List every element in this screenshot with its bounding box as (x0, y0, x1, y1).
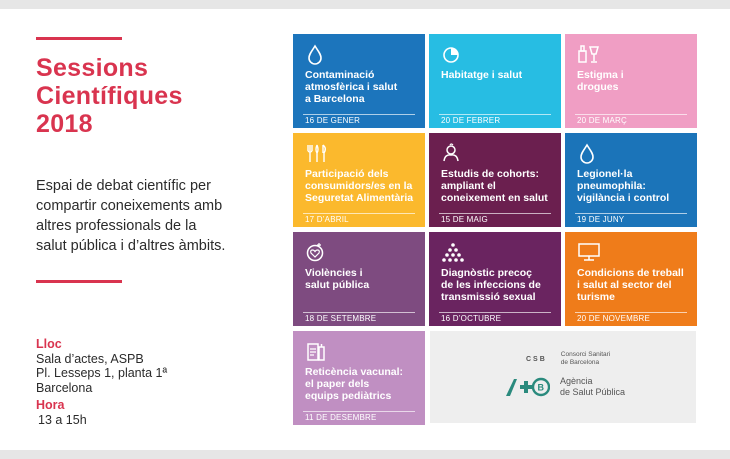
session-title-line: Violències i (305, 267, 363, 279)
session-title (305, 267, 421, 291)
aspb-name-line: Agència (560, 376, 593, 386)
title-line: 2018 (36, 110, 93, 138)
csb-name (561, 351, 611, 367)
time-value: 13 a 15h (38, 412, 87, 427)
logos-panel (430, 331, 696, 423)
baby-icon (441, 142, 461, 164)
session-date: 15 DE MAIG (441, 215, 488, 224)
session-tile-2[interactable] (429, 34, 561, 128)
pie-chart-icon (441, 43, 461, 65)
aspb-name (560, 376, 625, 398)
session-title-line: Seguretat Alimentària (305, 192, 414, 204)
description-line: compartir coneixements amb (36, 198, 223, 214)
session-title-line: salut pública (305, 279, 370, 291)
people-pyramid-icon (441, 241, 465, 263)
csb-logo[interactable] (526, 351, 610, 367)
session-title-line: i salut al sector del (577, 279, 672, 291)
session-title (441, 267, 557, 303)
session-date: 16 D’OCTUBRE (441, 314, 502, 323)
clipboard-icon (305, 340, 327, 362)
session-title-line: Estigma i (577, 69, 624, 81)
time-info (36, 398, 87, 427)
session-title-line: Condicions de treball (577, 267, 684, 279)
session-tile-7[interactable] (293, 232, 425, 326)
aspb-symbol-icon (504, 376, 550, 398)
description-line: salut pública i d’altres àmbits. (36, 238, 226, 254)
session-date: 20 DE NOVEMBRE (577, 314, 651, 323)
session-title-line: Contaminació (305, 69, 375, 81)
session-title-line: Participació dels (305, 168, 389, 180)
session-title-line: a Barcelona (305, 93, 365, 105)
place-line: Barcelona (36, 380, 93, 395)
session-tile-4[interactable] (293, 133, 425, 227)
session-title-line: ampliant el (441, 180, 496, 192)
session-title-line: vigilància i control (577, 192, 670, 204)
session-title-line: drogues (577, 81, 619, 93)
csb-name-line: de Barcelona (560, 359, 600, 366)
session-title-line: Habitatge i salut (441, 69, 523, 81)
monitor-icon (577, 241, 601, 263)
session-title-line: el paper dels (305, 378, 370, 390)
session-title (577, 267, 693, 303)
page-title (36, 54, 266, 138)
place-line: Sala d’actes, ASPB (36, 351, 144, 366)
heart-cross-icon (305, 241, 325, 263)
session-title-line: Legionel·la (577, 168, 633, 180)
session-title-line: equips pediàtrics (305, 390, 392, 402)
svg-text:B: B (537, 382, 544, 393)
session-date: 19 DE JUNY (577, 215, 625, 224)
session-title-line: Estudis de cohorts: (441, 168, 540, 180)
session-date: 18 DE SETEMBRE (305, 314, 377, 323)
description-line: altres professionals de la (36, 218, 197, 234)
session-title-line: Reticència vacunal: (305, 366, 404, 378)
drop-icon (577, 142, 597, 164)
session-title-line: pneumophila: (577, 180, 646, 192)
session-date: 20 DE MARÇ (577, 116, 628, 125)
session-title-line: atmosfèrica i salut (305, 81, 398, 93)
title-line: Científiques (36, 82, 183, 110)
session-tile-9[interactable] (565, 232, 697, 326)
session-title (305, 366, 421, 402)
session-title-line: turisme (577, 291, 615, 303)
title-line: Sessions (36, 54, 149, 82)
session-date: 17 D’ABRIL (305, 215, 349, 224)
session-title-line: de les infeccions de (441, 279, 541, 291)
place-label: Lloc (36, 337, 62, 351)
place-line: Pl. Lesseps 1, planta 1ª (36, 366, 168, 380)
session-tile-8[interactable] (429, 232, 561, 326)
session-date: 11 DE DESEMBRE (305, 413, 377, 422)
session-title-line: coneixement en salut (441, 192, 548, 204)
session-date: 20 DE FEBRER (441, 116, 501, 125)
csb-mark: CSB (526, 355, 547, 363)
accent-rule-top (36, 37, 122, 40)
csb-name-line: Consorci Sanitari (560, 351, 611, 358)
session-title (305, 69, 421, 105)
session-date: 16 DE GENER (305, 116, 361, 125)
session-title (441, 69, 557, 81)
description-line: Espai de debat científic per (36, 178, 211, 194)
session-tile-6[interactable] (565, 133, 697, 227)
accent-rule-middle (36, 280, 122, 283)
session-title (305, 168, 421, 204)
session-tile-5[interactable] (429, 133, 561, 227)
session-tile-1[interactable] (293, 34, 425, 128)
session-title-line: transmissió sexual (441, 291, 536, 303)
aspb-name-line: de Salut Pública (560, 387, 626, 397)
session-title-line: consumidors/es en la (305, 180, 413, 192)
place-info (36, 337, 167, 395)
time-label: Hora (36, 398, 65, 412)
drop-icon (305, 43, 325, 65)
bottle-glass-icon (577, 43, 601, 65)
session-title (577, 168, 693, 204)
description (36, 176, 276, 256)
session-title (441, 168, 557, 204)
session-title (577, 69, 693, 93)
top-band (0, 0, 730, 9)
session-tile-10[interactable] (293, 331, 425, 425)
session-title-line: Diagnòstic precoç (441, 267, 533, 279)
bottom-band (0, 450, 730, 459)
cutlery-icon (305, 142, 329, 164)
aspb-logo[interactable] (504, 376, 625, 398)
session-tile-3[interactable] (565, 34, 697, 128)
